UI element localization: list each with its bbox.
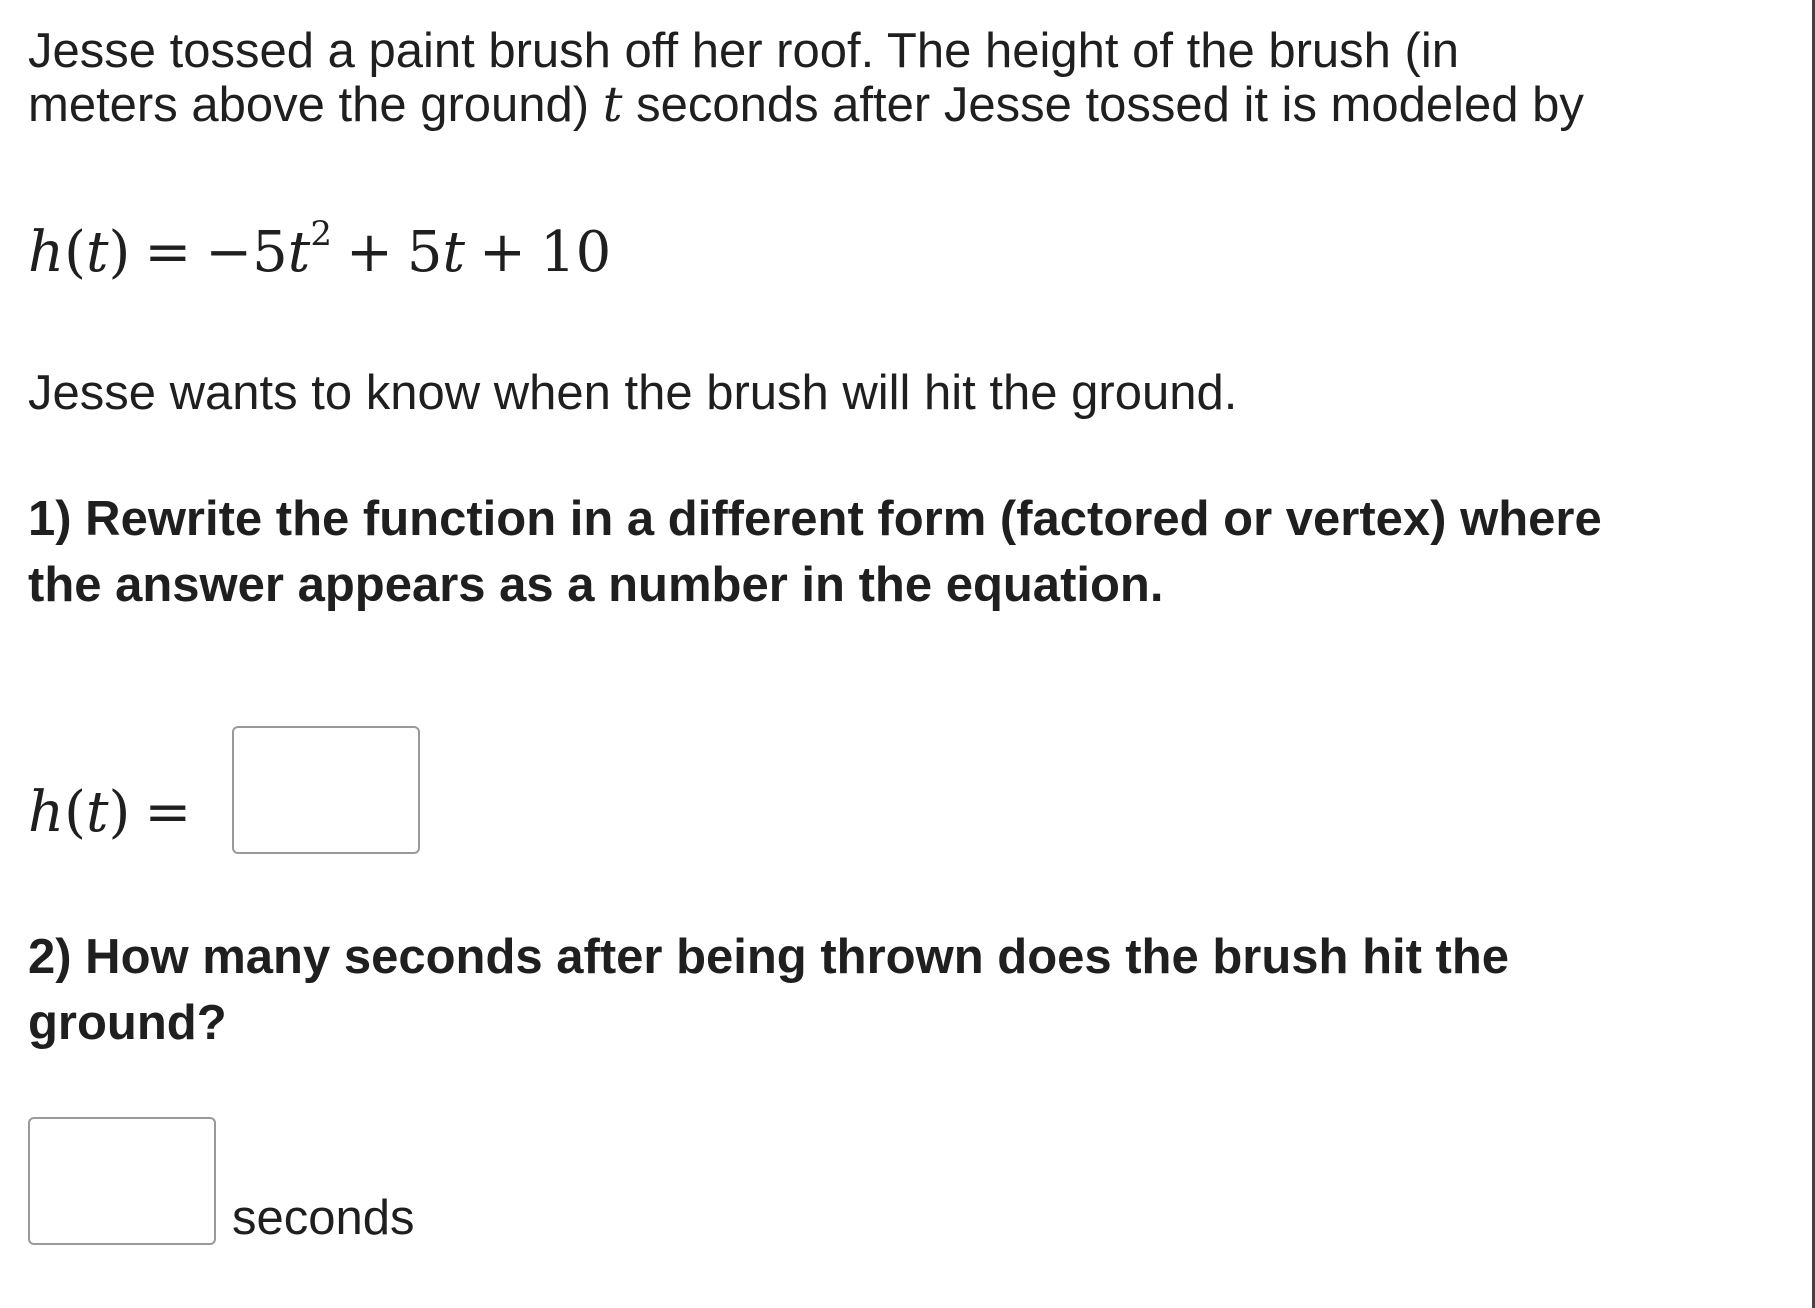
- constant-term: 10: [539, 220, 612, 285]
- problem-goal: Jesse wants to know when the brush will hit the ground.: [28, 366, 1238, 420]
- question-2-line-1: 2) How many seconds after being thrown does the brush hit the: [28, 930, 1510, 984]
- height-function-equation: [28, 214, 612, 285]
- q1-open-paren: (: [64, 780, 86, 845]
- coefficient-b: 5: [406, 220, 443, 285]
- open-paren: (: [64, 220, 86, 285]
- problem-intro-line-2-prefix: meters above the ground): [28, 78, 590, 132]
- plus-sign-2: +: [479, 220, 526, 285]
- squared-variable: t: [287, 220, 311, 285]
- q1-close-paren: ): [108, 780, 131, 845]
- q1-equals-sign: =: [144, 780, 192, 845]
- minus-sign: −: [205, 220, 253, 285]
- question-1-line-2: the answer appears as a number in the equation.: [28, 558, 1164, 612]
- equals-sign: =: [144, 220, 192, 285]
- question-1-lhs: [28, 780, 205, 845]
- linear-variable: t: [442, 220, 466, 285]
- time-variable: t: [602, 76, 623, 133]
- seconds-unit-label: seconds: [232, 1191, 415, 1245]
- close-paren: ): [108, 220, 131, 285]
- function-variable: t: [85, 220, 109, 285]
- plus-sign-1: +: [345, 220, 393, 285]
- coefficient-a: 5: [252, 220, 288, 285]
- q1-function-name: h: [28, 780, 65, 845]
- question-1-line-1: 1) Rewrite the function in a different form (factored or vertex) where: [28, 492, 1602, 546]
- problem-intro-line-2-suffix: seconds after Jesse tossed it is modeled by: [636, 78, 1584, 132]
- problem-intro-line-1: Jesse tossed a paint brush off her roof. The height of the brush (in: [28, 24, 1459, 78]
- exponent: 2: [310, 214, 332, 254]
- question-1-answer-input[interactable]: [232, 726, 420, 854]
- q1-function-variable: t: [85, 780, 109, 845]
- question-2-line-2: ground?: [28, 996, 227, 1050]
- question-2-answer-input[interactable]: [28, 1117, 216, 1245]
- function-name: h: [28, 220, 65, 285]
- problem-intro-line-2: [28, 72, 1584, 138]
